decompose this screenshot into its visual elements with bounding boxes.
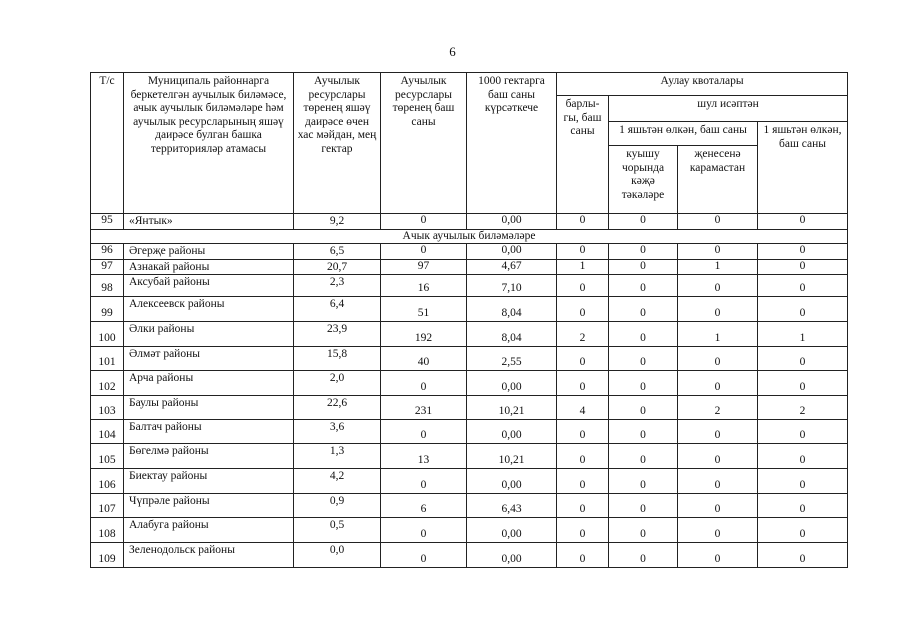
area-value: 0,5	[294, 518, 381, 543]
density-value: 0,00	[467, 214, 557, 230]
header-older: 1 яшьтән өлкән, баш саны	[609, 122, 758, 146]
area-value: 6,4	[294, 297, 381, 322]
territory-name: «Янтык»	[124, 214, 294, 230]
quota-younger: 1	[758, 322, 848, 347]
quota-pregnant: 0	[609, 322, 678, 347]
count-value: 0	[381, 214, 467, 230]
section-label: Ачык аучылык биләмәләре	[91, 229, 848, 244]
quota-younger: 0	[758, 543, 848, 568]
row-number: 96	[91, 244, 124, 260]
area-value: 3,6	[294, 420, 381, 444]
density-value: 2,55	[467, 347, 557, 371]
area-value: 23,9	[294, 322, 381, 347]
density-value: 0,00	[467, 543, 557, 568]
quota-younger: 0	[758, 244, 848, 260]
quota-pregnant: 0	[609, 347, 678, 371]
count-value: 6	[381, 494, 467, 518]
count-value: 0	[381, 469, 467, 494]
density-value: 0,00	[467, 420, 557, 444]
quota-pregnant: 0	[609, 371, 678, 396]
table-row	[91, 396, 848, 420]
header-pregnant: куышу чорында кәҗә тәкәләре	[609, 146, 678, 214]
header-any-sex: җенесенә карамастан	[678, 146, 758, 214]
area-value: 0,0	[294, 543, 381, 568]
quota-any-sex: 0	[678, 444, 758, 469]
quota-pregnant: 0	[609, 494, 678, 518]
density-value: 10,21	[467, 396, 557, 420]
area-value: 20,7	[294, 259, 381, 275]
quota-any-sex: 0	[678, 347, 758, 371]
table-row	[91, 469, 848, 494]
territory-name: Биектау районы	[124, 469, 294, 494]
quota-younger: 0	[758, 420, 848, 444]
density-value: 8,04	[467, 297, 557, 322]
area-value: 2,0	[294, 371, 381, 396]
quota-any-sex: 0	[678, 543, 758, 568]
header-no: Т/с	[91, 73, 124, 214]
territory-name: Алексеевск районы	[124, 297, 294, 322]
table-row	[91, 297, 848, 322]
area-value: 22,6	[294, 396, 381, 420]
quota-total: 0	[557, 420, 609, 444]
quota-pregnant: 0	[609, 420, 678, 444]
table-row	[91, 244, 848, 260]
territory-name: Аксубай районы	[124, 275, 294, 297]
row-number: 104	[91, 420, 124, 444]
page-number: 6	[449, 44, 456, 59]
density-value: 0,00	[467, 518, 557, 543]
table-body	[91, 214, 848, 568]
row-number: 109	[91, 543, 124, 568]
quota-total: 1	[557, 259, 609, 275]
count-value: 0	[381, 420, 467, 444]
territory-name: Баулы районы	[124, 396, 294, 420]
table-row	[91, 444, 848, 469]
quota-pregnant: 0	[609, 543, 678, 568]
territory-name: Әлки районы	[124, 322, 294, 347]
territory-name: Арча районы	[124, 371, 294, 396]
row-number: 103	[91, 396, 124, 420]
quota-total: 0	[557, 494, 609, 518]
territory-name: Балтач районы	[124, 420, 294, 444]
count-value: 16	[381, 275, 467, 297]
density-value: 0,00	[467, 371, 557, 396]
count-value: 0	[381, 518, 467, 543]
quota-total: 0	[557, 275, 609, 297]
count-value: 97	[381, 259, 467, 275]
quota-younger: 0	[758, 494, 848, 518]
quota-any-sex: 0	[678, 297, 758, 322]
quota-total: 0	[557, 469, 609, 494]
territory-name: Чүпрәле районы	[124, 494, 294, 518]
quota-any-sex: 0	[678, 275, 758, 297]
row-number: 98	[91, 275, 124, 297]
area-value: 2,3	[294, 275, 381, 297]
quota-pregnant: 0	[609, 469, 678, 494]
quota-any-sex: 0	[678, 518, 758, 543]
count-value: 0	[381, 244, 467, 260]
quota-total: 0	[557, 347, 609, 371]
count-value: 0	[381, 371, 467, 396]
quota-pregnant: 0	[609, 259, 678, 275]
count-value: 231	[381, 396, 467, 420]
section-row	[91, 229, 848, 244]
table-row	[91, 518, 848, 543]
quota-younger: 0	[758, 297, 848, 322]
row-number: 105	[91, 444, 124, 469]
count-value: 0	[381, 543, 467, 568]
header-younger: 1 яшьтән өлкән, баш саны	[758, 122, 848, 214]
header-including: шул исәптән	[609, 96, 848, 122]
quota-any-sex: 0	[678, 214, 758, 230]
header-density: 1000 гектарга баш саны күрсәткече	[467, 73, 557, 214]
quota-pregnant: 0	[609, 244, 678, 260]
density-value: 6,43	[467, 494, 557, 518]
quota-pregnant: 0	[609, 275, 678, 297]
quota-any-sex: 1	[678, 259, 758, 275]
quota-total: 0	[557, 518, 609, 543]
territory-name: Бөгелмә районы	[124, 444, 294, 469]
area-value: 1,3	[294, 444, 381, 469]
quota-younger: 0	[758, 214, 848, 230]
header-area: Аучылык ресурслары төренең яшәү даирәсе өчен хас мәйдан, мең гектар	[294, 73, 381, 214]
row-number: 106	[91, 469, 124, 494]
quota-younger: 0	[758, 469, 848, 494]
row-number: 101	[91, 347, 124, 371]
quota-pregnant: 0	[609, 214, 678, 230]
quota-any-sex: 0	[678, 371, 758, 396]
table-row	[91, 371, 848, 396]
table-row	[91, 322, 848, 347]
table-row	[91, 214, 848, 230]
row-number: 108	[91, 518, 124, 543]
table-row	[91, 543, 848, 568]
quota-any-sex: 0	[678, 244, 758, 260]
quota-table	[90, 72, 848, 568]
quota-younger: 0	[758, 518, 848, 543]
quota-any-sex: 2	[678, 396, 758, 420]
table-row	[91, 347, 848, 371]
quota-younger: 0	[758, 347, 848, 371]
density-value: 0,00	[467, 244, 557, 260]
table-row	[91, 420, 848, 444]
density-value: 7,10	[467, 275, 557, 297]
quota-total: 0	[557, 543, 609, 568]
quota-pregnant: 0	[609, 297, 678, 322]
row-number: 107	[91, 494, 124, 518]
row-number: 97	[91, 259, 124, 275]
territory-name: Әгерҗе районы	[124, 244, 294, 260]
territory-name: Алабуга районы	[124, 518, 294, 543]
quota-total: 2	[557, 322, 609, 347]
territory-name: Әлмәт районы	[124, 347, 294, 371]
quota-pregnant: 0	[609, 518, 678, 543]
quota-younger: 0	[758, 275, 848, 297]
table-row	[91, 275, 848, 297]
quota-any-sex: 0	[678, 469, 758, 494]
row-number: 102	[91, 371, 124, 396]
territory-name: Азнакай районы	[124, 259, 294, 275]
quota-total: 0	[557, 214, 609, 230]
area-value: 9,2	[294, 214, 381, 230]
count-value: 51	[381, 297, 467, 322]
table-row	[91, 259, 848, 275]
quota-total: 0	[557, 371, 609, 396]
quota-total: 0	[557, 297, 609, 322]
row-number: 100	[91, 322, 124, 347]
count-value: 40	[381, 347, 467, 371]
header-count: Аучылык ресурслары төренең баш саны	[381, 73, 467, 214]
quota-total: 0	[557, 444, 609, 469]
quota-younger: 0	[758, 259, 848, 275]
area-value: 0,9	[294, 494, 381, 518]
area-value: 6,5	[294, 244, 381, 260]
table-row	[91, 494, 848, 518]
territory-name: Зеленодольск районы	[124, 543, 294, 568]
quota-total: 4	[557, 396, 609, 420]
row-number: 99	[91, 297, 124, 322]
quota-younger: 0	[758, 444, 848, 469]
header-name: Муниципаль районнарга беркетелгән аучылык биләмәсе, ачык аучылык биләмәләре һәм аучылык ресурсларының яшәү даирәсе булган башка территорияләр атамасы	[124, 73, 294, 214]
quota-younger: 2	[758, 396, 848, 420]
row-number: 95	[91, 214, 124, 230]
density-value: 0,00	[467, 469, 557, 494]
count-value: 13	[381, 444, 467, 469]
density-value: 10,21	[467, 444, 557, 469]
quota-any-sex: 1	[678, 322, 758, 347]
header-quota-group: Аулау квоталары	[557, 73, 848, 96]
quota-total: 0	[557, 244, 609, 260]
quota-pregnant: 0	[609, 444, 678, 469]
quota-younger: 0	[758, 371, 848, 396]
quota-any-sex: 0	[678, 494, 758, 518]
header-total: барлы-гы, баш саны	[557, 96, 609, 214]
density-value: 4,67	[467, 259, 557, 275]
quota-pregnant: 0	[609, 396, 678, 420]
area-value: 4,2	[294, 469, 381, 494]
count-value: 192	[381, 322, 467, 347]
quota-any-sex: 0	[678, 420, 758, 444]
density-value: 8,04	[467, 322, 557, 347]
area-value: 15,8	[294, 347, 381, 371]
